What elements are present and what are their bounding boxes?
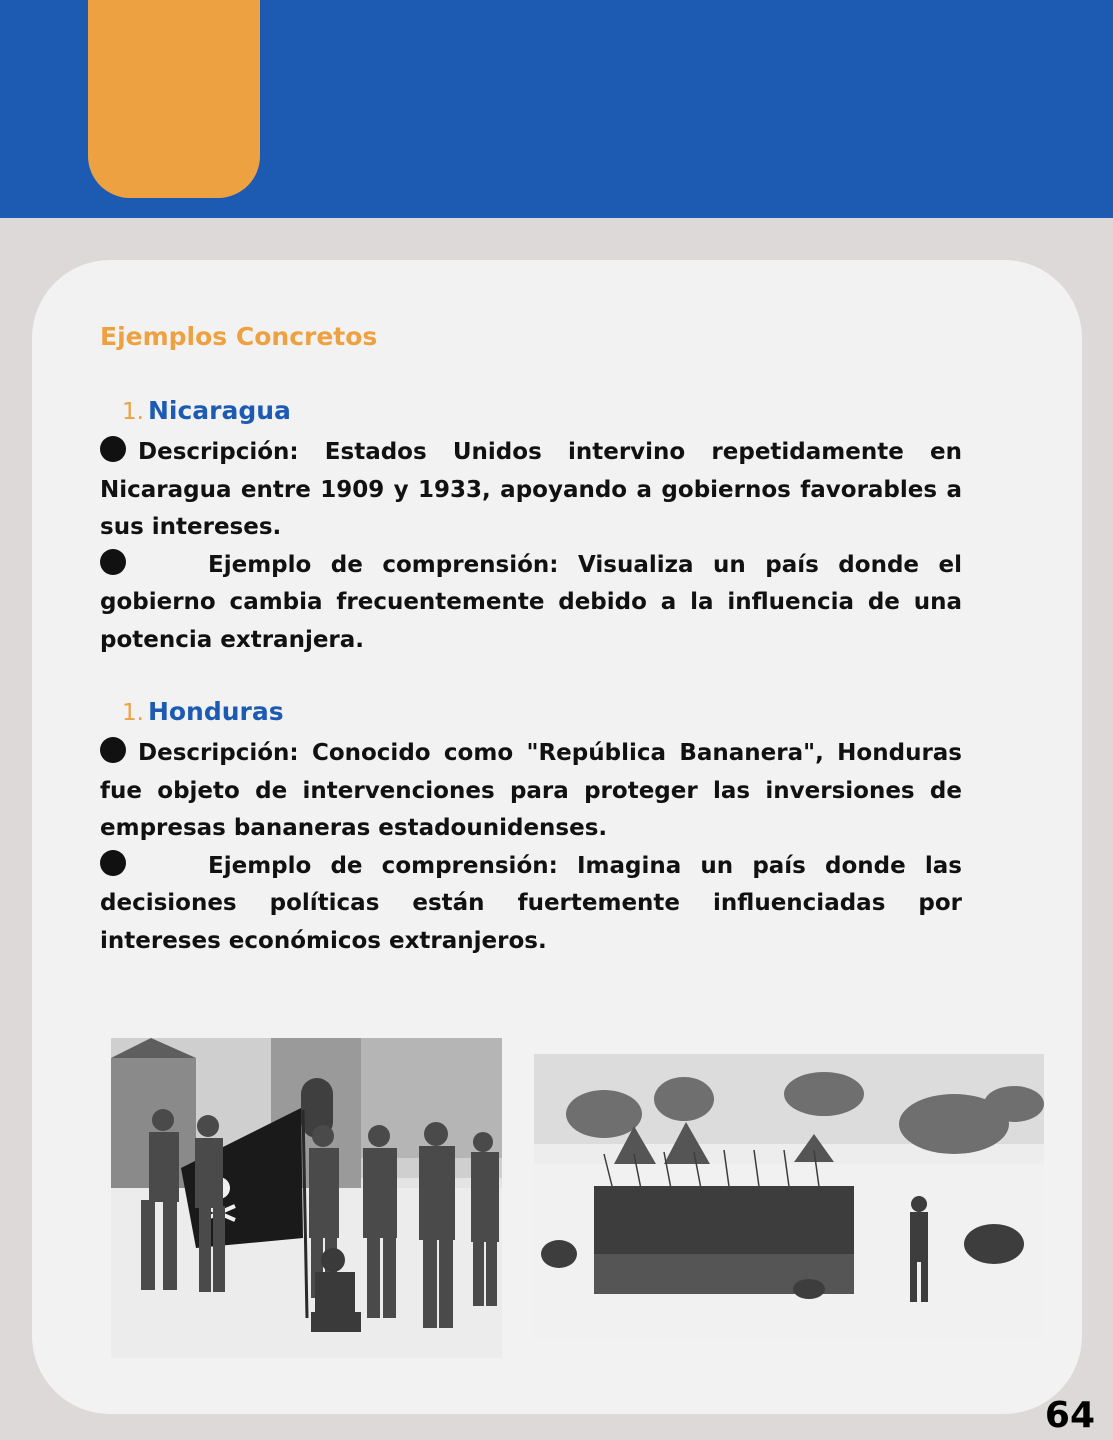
page-number: 64 <box>1044 1395 1095 1436</box>
header-tab <box>88 0 260 198</box>
section-title: Ejemplos Concretos <box>100 322 378 351</box>
country-name: Nicaragua <box>147 396 291 425</box>
bullet-icon <box>100 436 126 462</box>
country-name: Honduras <box>147 697 284 726</box>
historic-engraving-troops <box>534 1054 1044 1340</box>
example-paragraph <box>100 848 962 961</box>
example-text: Ejemplo de comprensión: Visualiza un país donde el gobierno cambia frecuentemente debido a la influencia de una potencia extranjera. <box>100 551 962 653</box>
list-number: 1. <box>122 399 144 425</box>
description-text: Descripción: Conocido como "República Bananera", Honduras fue objeto de intervenciones para proteger las inversiones de empresas bananeras estadounidenses. <box>100 740 962 842</box>
list-number: 1. <box>122 700 144 726</box>
bullet-icon <box>100 850 126 876</box>
bullet-icon <box>100 549 126 575</box>
description-paragraph <box>100 735 962 848</box>
example-block-nicaragua <box>100 396 962 660</box>
historic-photo-soldiers-flag <box>111 1038 502 1358</box>
example-heading <box>100 697 962 735</box>
description-paragraph <box>100 434 962 547</box>
example-paragraph <box>100 547 962 660</box>
example-text: Ejemplo de comprensión: Imagina un país donde las decisiones políticas están fuertemente influenciadas por intereses económicos extranjeros. <box>100 852 962 954</box>
description-text: Descripción: Estados Unidos intervino repetidamente en Nicaragua entre 1909 y 1933, apoyando a gobiernos favorables a sus intereses. <box>100 439 962 541</box>
example-block-honduras <box>100 697 962 961</box>
example-heading <box>100 396 962 434</box>
bullet-icon <box>100 737 126 763</box>
